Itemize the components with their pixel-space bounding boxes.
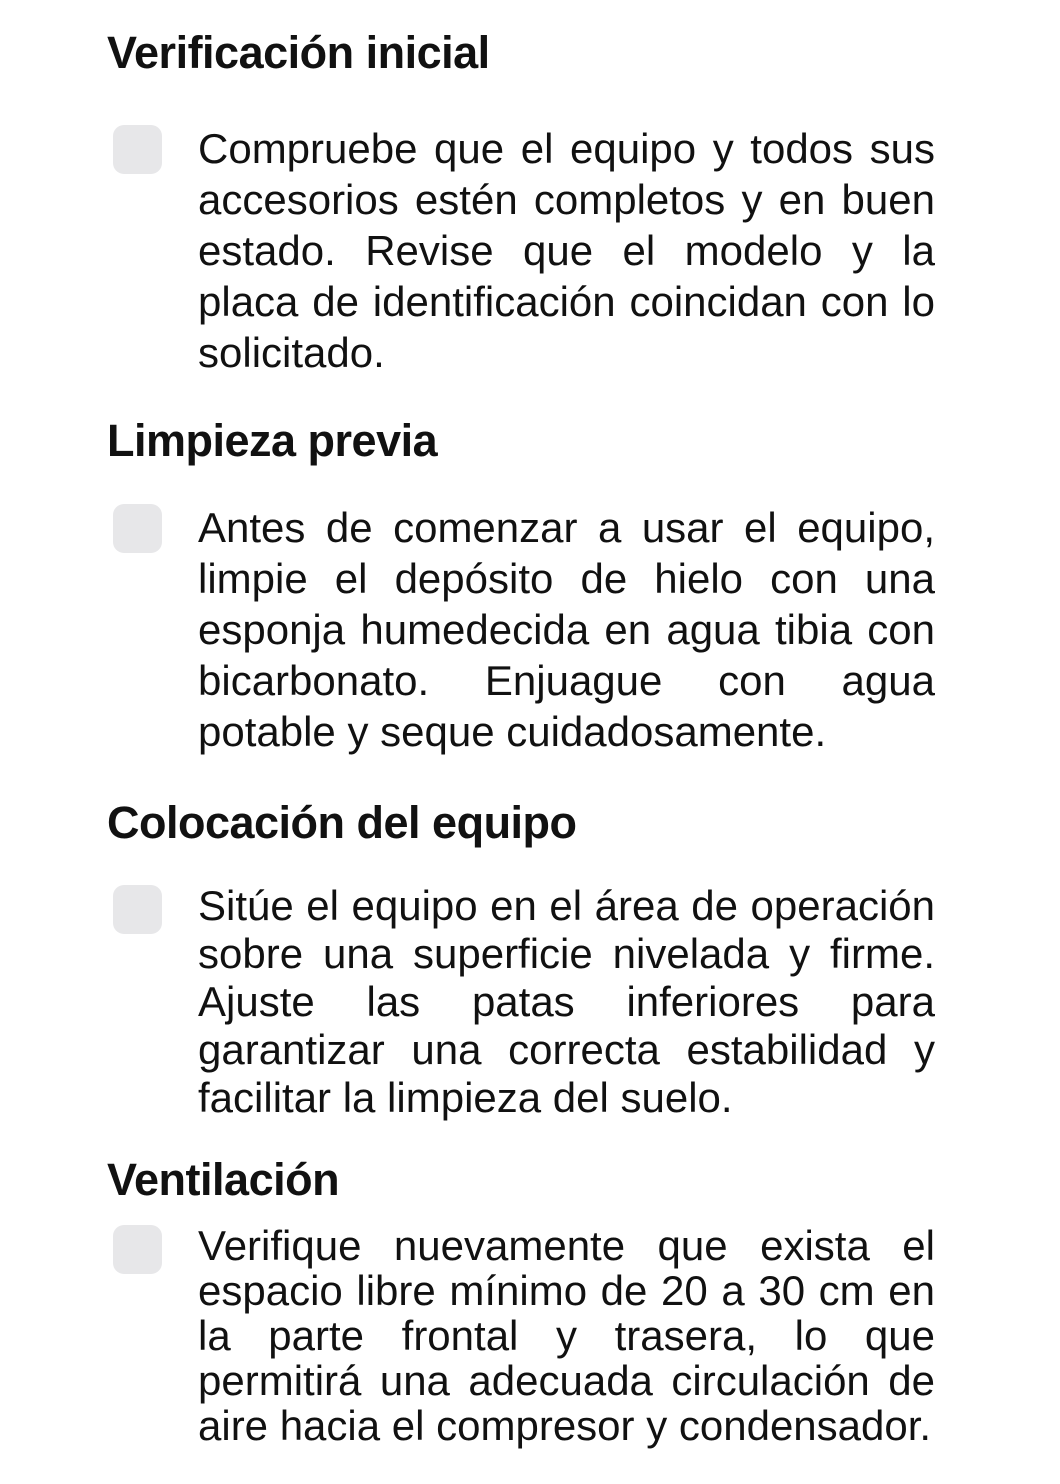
item-text-ventilacion: Verifique nuevamente que exista el espacio libre mínimo de 20 a 30 cm en la parte frontal y trasera, lo que permitirá una adecuada circulación de aire hacia el compresor y condensador. — [198, 1222, 935, 1449]
item-text-limpieza-previa: Antes de comenzar a usar el equipo, limpie el depósito de hielo con una esponja humedecida en agua tibia con bicarbonato. Enjuague con agua potable y seque cuidadosamente. — [198, 504, 935, 755]
checkbox-ventilacion[interactable] — [113, 1225, 162, 1274]
item-text-colocacion-del-equipo: Sitúe el equipo en el área de operación sobre una superficie nivelada y firme. Ajuste las patas inferiores para garantizar una correcta estabilidad y facilitar la limpieza del suelo. — [198, 882, 935, 1121]
checkbox-colocacion-del-equipo[interactable] — [113, 885, 162, 934]
section-heading-ventilacion: Ventilación — [107, 1154, 340, 1205]
item-text-verificacion-inicial: Compruebe que el equipo y todos sus accesorios estén completos y en buen estado. Revise que el modelo y la placa de identificación coincidan con lo solicitado. — [198, 125, 935, 376]
checkbox-limpieza-previa[interactable] — [113, 504, 162, 553]
section-heading-verificacion-inicial: Verificación inicial — [107, 27, 490, 78]
section-heading-colocacion-del-equipo: Colocación del equipo — [107, 797, 577, 848]
section-heading-limpieza-previa: Limpieza previa — [107, 415, 438, 466]
checkbox-verificacion-inicial[interactable] — [113, 125, 162, 174]
